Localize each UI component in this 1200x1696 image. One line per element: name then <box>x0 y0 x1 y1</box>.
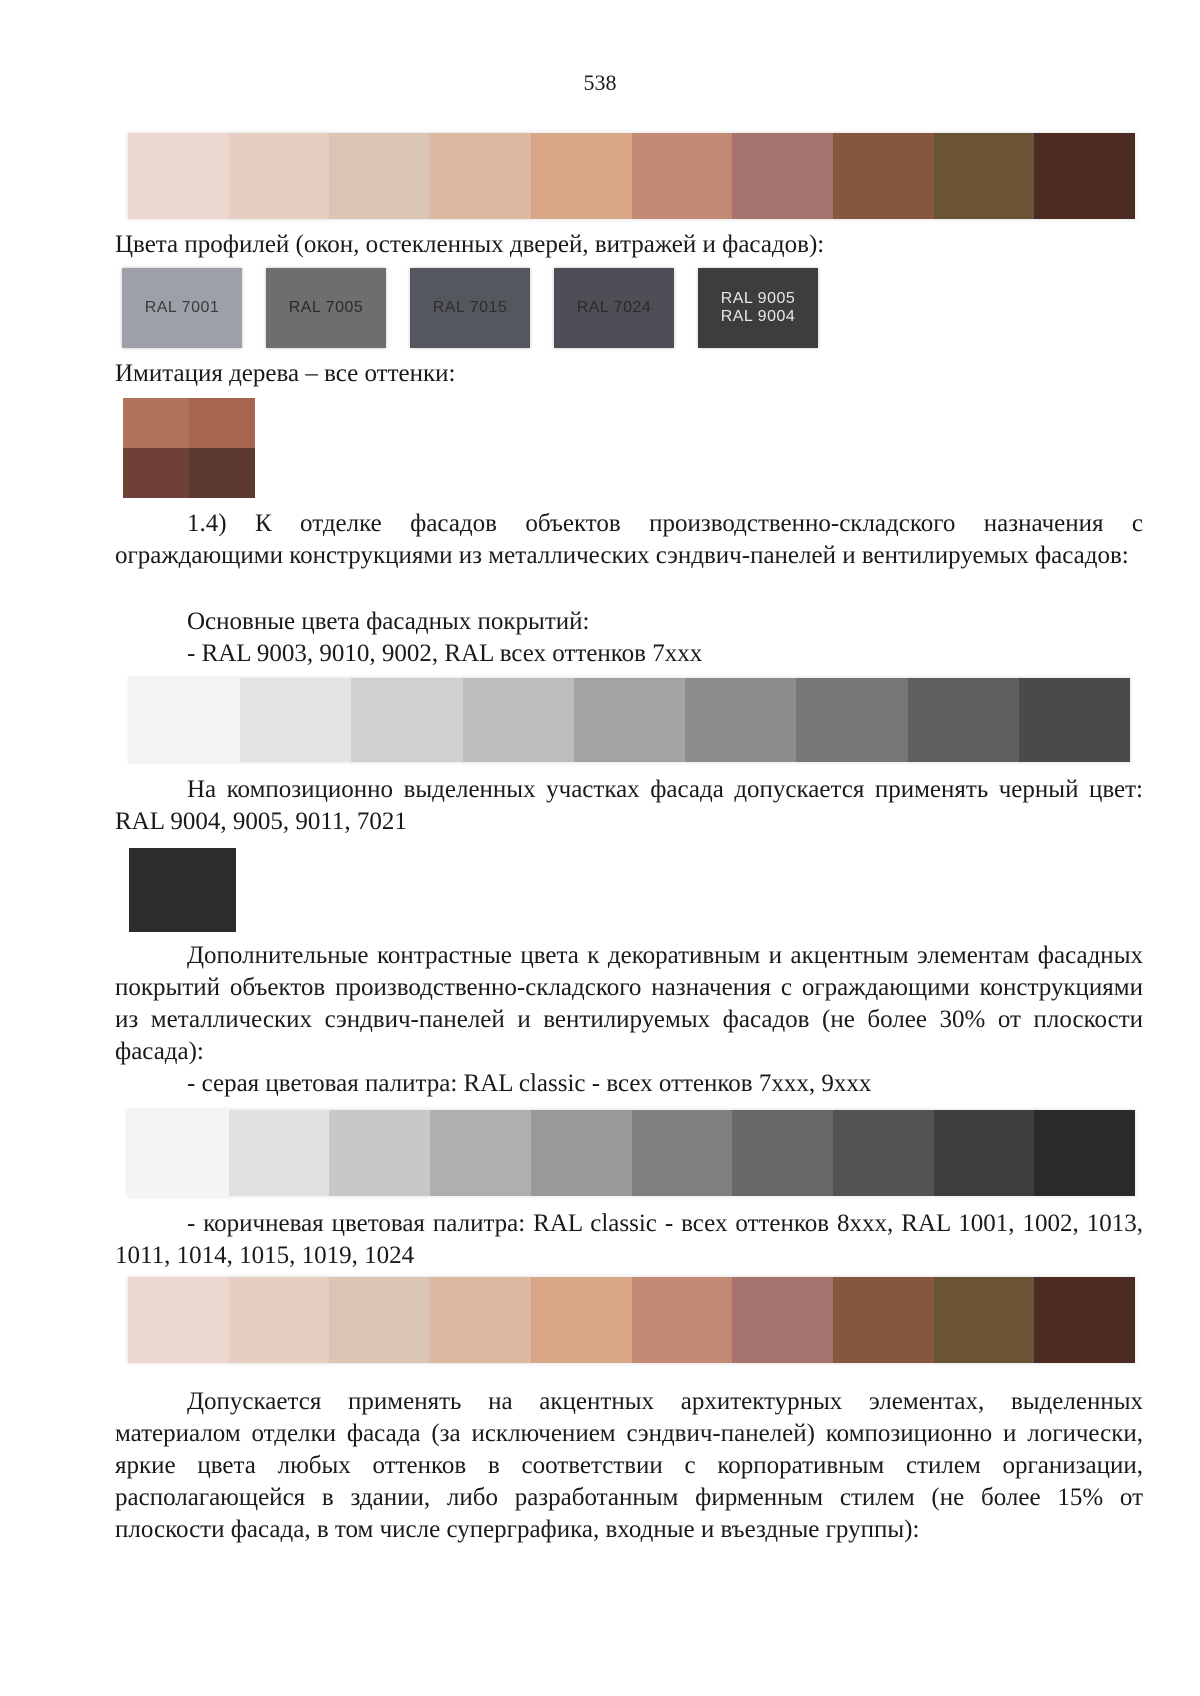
wood-cell <box>123 398 189 448</box>
color-cell <box>128 1277 229 1363</box>
ral-swatch <box>410 268 530 348</box>
color-cell <box>351 678 462 762</box>
color-cell <box>1034 1110 1135 1196</box>
color-cell <box>430 1277 531 1363</box>
color-cell <box>531 133 632 219</box>
color-cell <box>632 1110 733 1196</box>
color-cell <box>685 678 796 762</box>
ral-swatch <box>698 268 818 348</box>
ral-swatch-label: RAL 7024 <box>576 299 652 316</box>
color-cell <box>531 1277 632 1363</box>
ral-swatch <box>554 268 674 348</box>
color-cell <box>531 1110 632 1196</box>
color-cell <box>833 1277 934 1363</box>
color-cell <box>833 133 934 219</box>
ral-swatch-label: RAL 9005 <box>720 290 796 307</box>
color-cell <box>329 133 430 219</box>
color-cell <box>129 678 240 762</box>
color-cell <box>934 1110 1035 1196</box>
color-cell <box>908 678 1019 762</box>
brown-palette-line: - коричневая цветовая палитра: RAL classic - всех оттенков 8ххх, RAL 1001, 1002, 1013, 1011, 1014, 1015, 1019, 1024 <box>115 1210 1143 1269</box>
page-number: 538 <box>583 70 617 95</box>
color-cell <box>229 1110 330 1196</box>
color-cell <box>329 1110 430 1196</box>
wood-cell <box>189 448 255 498</box>
color-cell <box>934 133 1035 219</box>
wood-cell <box>123 448 189 498</box>
profiles-heading: Цвета профилей (окон, остекленных дверей, витражей и фасадов): <box>115 231 825 258</box>
ral-swatch-label: RAL 7005 <box>288 299 364 316</box>
color-cell <box>574 678 685 762</box>
ral-swatch-label: RAL 7015 <box>432 299 508 316</box>
color-cell <box>632 1277 733 1363</box>
black-color-paragraph: На композиционно выделенных участках фасада допускается применять черный цвет: RAL 9004, 9005, 9011, 7021 <box>115 776 1143 835</box>
color-cell <box>128 133 229 219</box>
color-cell <box>240 678 351 762</box>
color-cell <box>732 133 833 219</box>
grey-facade-palette-strip <box>129 678 1130 762</box>
black-color-swatch <box>129 848 236 932</box>
color-cell <box>128 1110 229 1196</box>
color-cell <box>329 1277 430 1363</box>
ral-swatch <box>122 268 242 348</box>
color-cell <box>796 678 907 762</box>
wood-cell <box>189 398 255 448</box>
main-colors-list: - RAL 9003, 9010, 9002, RAL всех оттенков 7ххх <box>187 640 703 667</box>
color-cell <box>229 1277 330 1363</box>
final-paragraph: Допускается применять на акцентных архитектурных элементах, выделенных материалом отделки фасада (за исключением сэндвич-панелей) композиционно и логически, яркие цвета любых оттенков в соответствии с корпоративным стилем организации, располагающейся в здании, либо разработанным фирменным стилем (не более 15% от плоскости фасада, в том числе суперграфика, входные и въездные группы): <box>115 1388 1143 1543</box>
profile-color-swatches <box>122 268 818 348</box>
color-cell <box>934 1277 1035 1363</box>
ral-swatch <box>266 268 386 348</box>
color-cell <box>1034 1277 1135 1363</box>
grey-accent-palette-strip <box>128 1110 1135 1196</box>
color-cell <box>430 133 531 219</box>
color-cell <box>229 133 330 219</box>
color-cell <box>1034 133 1135 219</box>
color-cell <box>430 1110 531 1196</box>
color-cell <box>732 1277 833 1363</box>
color-cell <box>463 678 574 762</box>
grey-palette-line: - серая цветовая палитра: RAL classic - всех оттенков 7ххх, 9ххх <box>187 1070 872 1097</box>
color-cell <box>632 133 733 219</box>
wood-imitation-swatch <box>123 398 255 498</box>
ral-swatch-label: RAL 7001 <box>144 299 220 316</box>
color-cell <box>732 1110 833 1196</box>
brown-palette-strip-top <box>128 133 1135 219</box>
extra-colors-paragraph: Дополнительные контрастные цвета к декоративным и акцентным элементам фасадных покрытий объектов производственно-складского назначения с ограждающими конструкциями из металлических сэндвич-панелей и вентилируемых фасадов (не более 30% от плоскости фасада): <box>115 942 1143 1065</box>
wood-heading: Имитация дерева – все оттенки: <box>115 360 456 387</box>
color-cell <box>1019 678 1130 762</box>
main-colors-heading: Основные цвета фасадных покрытий: <box>187 608 590 635</box>
color-cell <box>833 1110 934 1196</box>
ral-swatch-label-2: RAL 9004 <box>720 308 796 325</box>
section-1-4-paragraph: 1.4) К отделке фасадов объектов производственно-складского назначения с ограждающими конструкциями из металлических сэндвич-панелей и вентилируемых фасадов: <box>115 510 1143 569</box>
brown-accent-palette-strip <box>128 1277 1135 1363</box>
